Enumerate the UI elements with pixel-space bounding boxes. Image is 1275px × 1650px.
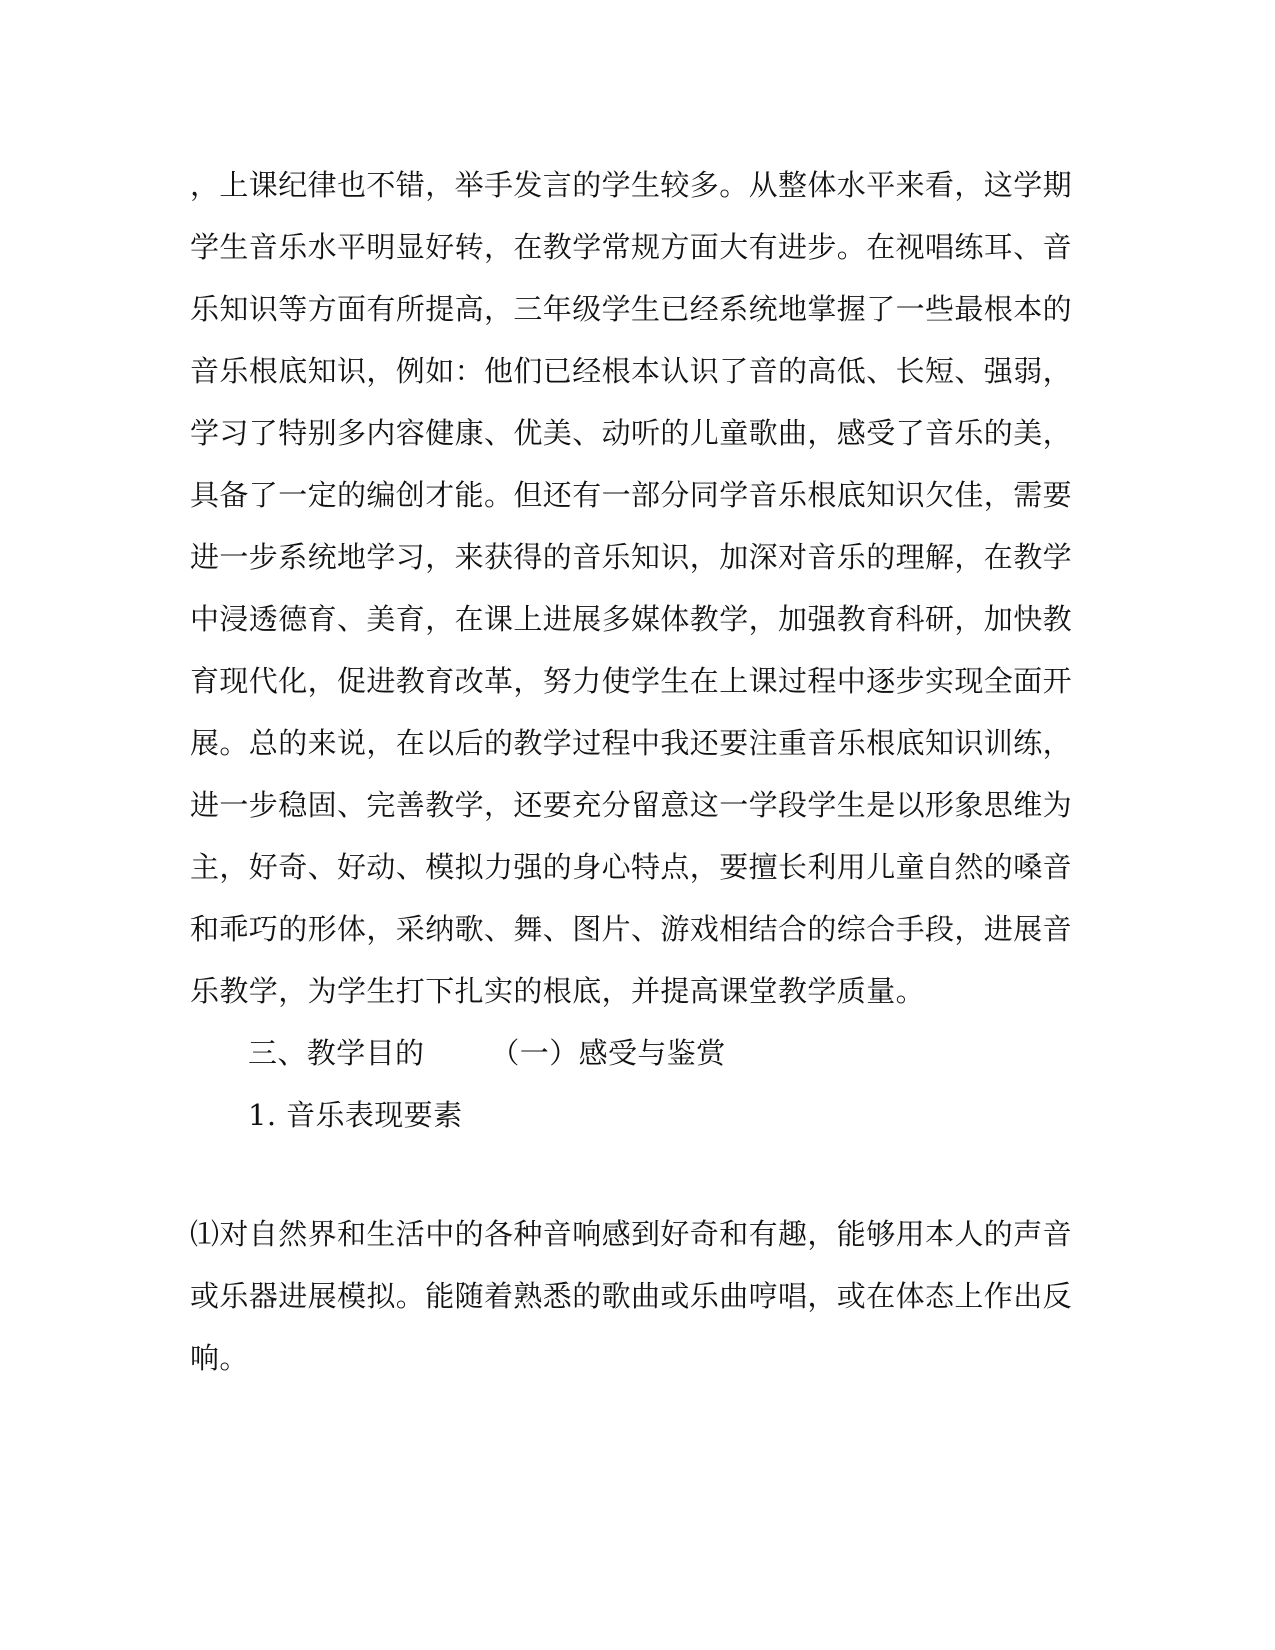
item-line-3: 响。	[190, 1341, 249, 1375]
body-line-10: 展。总的来说，在以后的教学过程中我还要注重音乐根底知识训练，	[190, 726, 1073, 760]
body-line-7: 进一步系统地学习，来获得的音乐知识，加深对音乐的理解，在教学	[190, 540, 1073, 574]
section-heading: 三、教学目的	[248, 1036, 425, 1070]
body-line-13: 和乖巧的形体，采纳歌、舞、图片、游戏相结合的综合手段，进展音	[190, 912, 1073, 946]
body-line-11: 进一步稳固、完善教学，还要充分留意这一学段学生是以形象思维为	[190, 788, 1073, 822]
item-heading: 1. 音乐表现要素	[248, 1098, 463, 1132]
body-line-12: 主，好奇、好动、模拟力强的身心特点，要擅长利用儿童自然的嗓音	[190, 850, 1073, 884]
item-line-1: ⑴对自然界和生活中的各种音响感到好奇和有趣，能够用本人的声音	[190, 1217, 1073, 1251]
item-line-2: 或乐器进展模拟。能随着熟悉的歌曲或乐曲哼唱，或在体态上作出反	[190, 1279, 1073, 1313]
body-line-3: 乐知识等方面有所提高，三年级学生已经系统地掌握了一些最根本的	[190, 292, 1073, 326]
body-line-9: 育现代化，促进教育改革，努力使学生在上课过程中逐步实现全面开	[190, 664, 1073, 698]
body-line-6: 具备了一定的编创才能。但还有一部分同学音乐根底知识欠佳，需要	[190, 478, 1073, 512]
body-line-5: 学习了特别多内容健康、优美、动听的儿童歌曲，感受了音乐的美，	[190, 416, 1073, 450]
body-line-8: 中浸透德育、美育，在课上进展多媒体教学，加强教育科研，加快教	[190, 602, 1073, 636]
body-line-4: 音乐根底知识，例如：他们已经根本认识了音的高低、长短、强弱，	[190, 354, 1073, 388]
body-line-14: 乐教学，为学生打下扎实的根底，并提高课堂教学质量。	[190, 974, 926, 1008]
body-line-2: 学生音乐水平明显好转，在教学常规方面大有进步。在视唱练耳、音	[190, 230, 1073, 264]
section-heading-row	[248, 1035, 726, 1071]
subsection-heading: （一）感受与鉴赏	[490, 1036, 726, 1070]
body-line-1: ，上课纪律也不错，举手发言的学生较多。从整体水平来看，这学期	[190, 168, 1073, 202]
